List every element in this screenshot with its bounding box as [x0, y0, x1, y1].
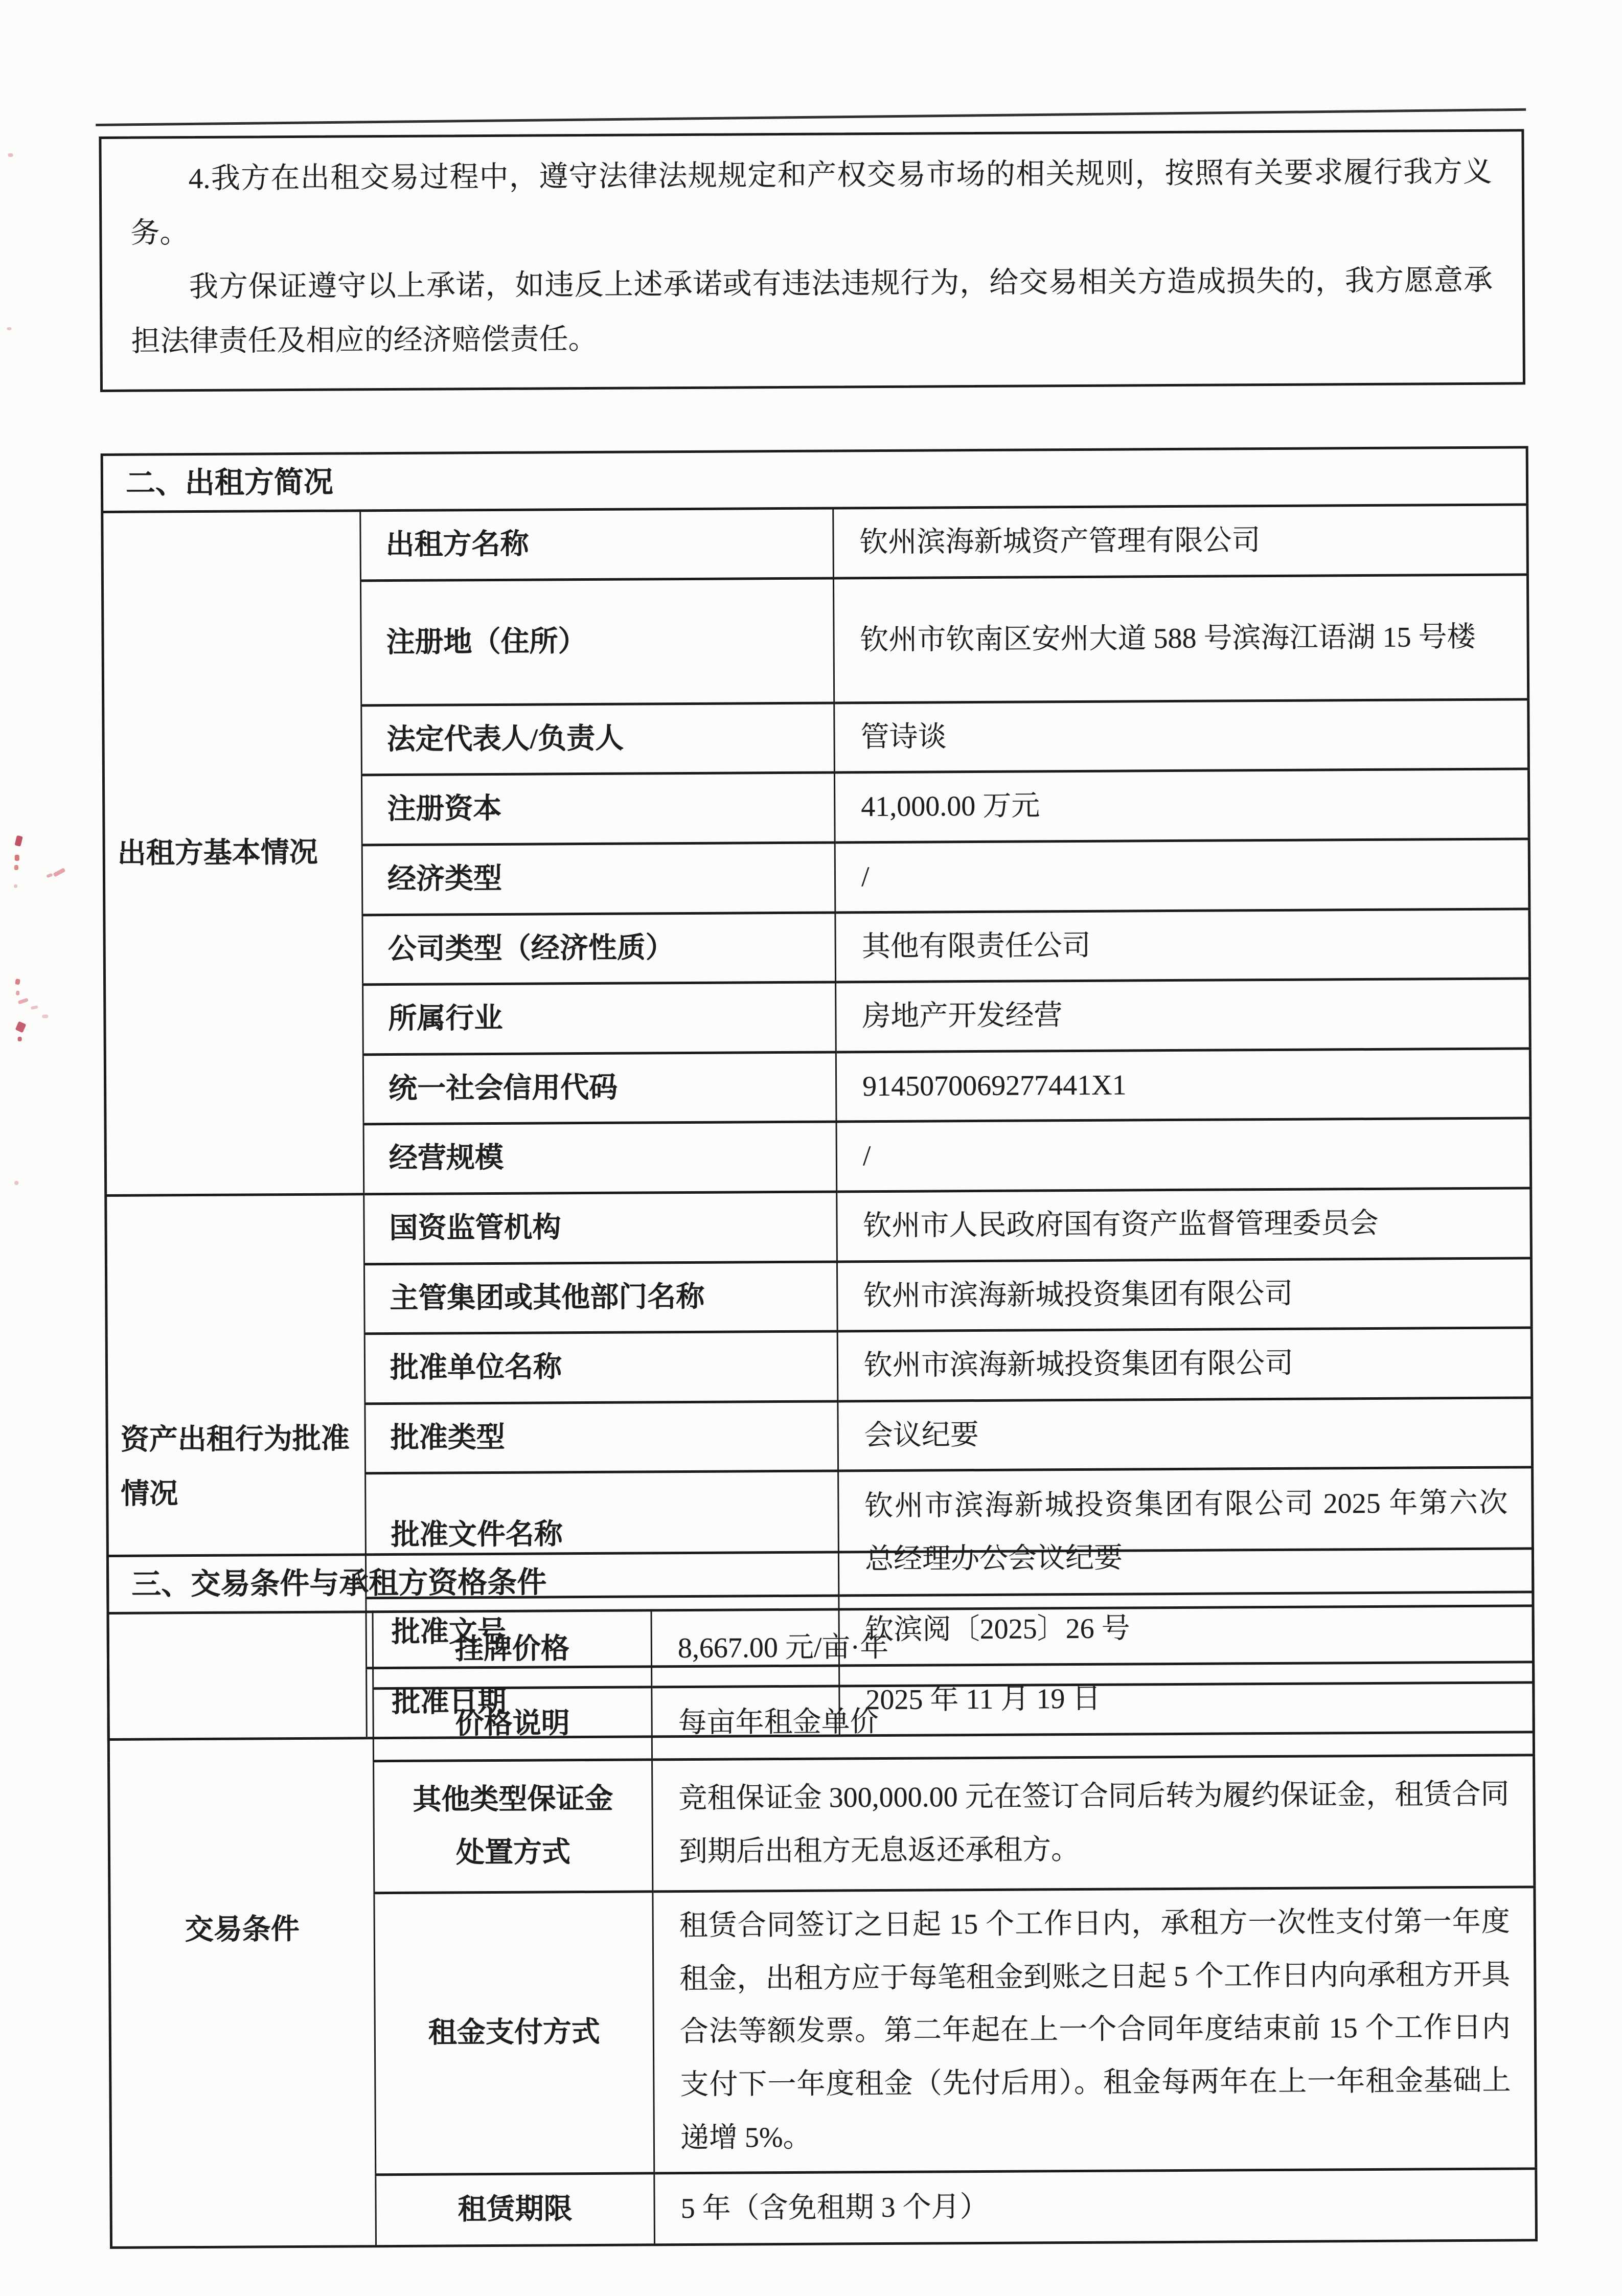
table-row — [108, 1606, 1534, 1690]
field-value: 9145070069277441X1 — [836, 1049, 1530, 1122]
scan-speck — [8, 153, 13, 157]
scan-speck — [15, 855, 19, 861]
scan-speck — [53, 868, 65, 877]
table-row — [106, 1188, 1532, 1265]
notice-box — [99, 129, 1525, 392]
field-value: 管诗谈 — [834, 699, 1529, 773]
field-label: 批准单位名称 — [364, 1331, 838, 1403]
group-label: 交易条件 — [108, 1612, 376, 2248]
field-label: 注册地（住所） — [360, 578, 834, 706]
section-header-row — [107, 1549, 1533, 1613]
group-label: 资产出租行为批准情况 — [106, 1194, 367, 1739]
scan-speck — [14, 835, 22, 847]
field-label: 挂牌价格 — [373, 1610, 652, 1689]
scan-speck — [18, 1037, 22, 1041]
field-value: 其他有限责任公司 — [835, 909, 1530, 983]
field-label: 批准文件名称 — [365, 1471, 839, 1598]
field-value: 会议纪要 — [838, 1398, 1533, 1471]
scan-speck — [31, 1005, 38, 1009]
field-label: 批准日期 — [367, 1666, 840, 1738]
field-value: 钦州滨海新城资产管理有限公司 — [833, 505, 1528, 578]
field-value: 竞租保证金 300,000.00 元在签订合同后转为履约保证金，租赁合同到期后出租方无息返还承租方。 — [652, 1755, 1535, 1892]
field-label: 其他类型保证金 处置方式 — [374, 1760, 653, 1893]
field-value: 钦州市滨海新城投资集团有限公司 — [837, 1258, 1532, 1331]
field-label: 经营规模 — [363, 1122, 837, 1194]
field-value: 8,667.00 元/亩·年 — [651, 1606, 1534, 1687]
field-value: 租赁合同签订之日起 15 个工作日内，承租方一次性支付第一年度租金，出租方应于每笔租金到账之日起 5 个工作日内向承租方开具合法等额发票。第二年起在上一个合同年度结束前 15 个工作日内支付下一年度租金（先付后用）。租金每两年在上一年租金基础上递增 5%。 — [653, 1887, 1536, 2173]
notice-paragraph: 4.我方在出租交易过程中，遵守法律法规规定和产权交易市场的相关规则，按照有关要求履行我方义务。 — [130, 155, 1492, 249]
field-label: 国资监管机构 — [364, 1192, 837, 1264]
scan-speck — [15, 1021, 27, 1033]
field-value: 房地产开发经营 — [836, 979, 1530, 1052]
scan-speck — [14, 884, 17, 888]
field-label: 主管集团或其他部门名称 — [364, 1262, 837, 1334]
lessor-profile-table — [101, 446, 1535, 1740]
field-label: 出租方名称 — [360, 508, 834, 580]
field-label: 租赁期限 — [376, 2173, 655, 2246]
field-value: 钦州市人民政府国有资产监督管理委员会 — [837, 1188, 1532, 1262]
notice-paragraph: 我方保证遵守以上承诺，如违反上述承诺或有违法违规行为，给交易相关方造成损失的，我方愿意承担法律责任及相应的经济赔偿责任。 — [131, 264, 1493, 358]
scan-speck — [46, 873, 53, 878]
field-label: 经济类型 — [362, 843, 835, 915]
table-row — [102, 505, 1528, 582]
scan-artifact-line — [96, 108, 1526, 126]
scan-speck — [14, 1181, 18, 1185]
field-value: 钦州市滨海新城投资集团有限公司 — [837, 1328, 1532, 1401]
field-label: 公司类型（经济性质） — [362, 913, 836, 985]
scan-speck — [42, 1015, 48, 1018]
field-label: 所属行业 — [363, 982, 836, 1054]
scan-speck — [18, 998, 29, 1005]
scan-speck — [14, 865, 18, 870]
field-label: 租金支付方式 — [374, 1892, 654, 2175]
field-value: 钦州市滨海新城投资集团有限公司 2025 年第六次总经理办公会议纪要 — [838, 1467, 1533, 1596]
field-label: 统一社会信用代码 — [363, 1052, 836, 1124]
field-label: 注册资本 — [361, 772, 835, 845]
field-value: 每亩年租金单价 — [652, 1683, 1534, 1760]
field-label: 价格说明 — [373, 1687, 652, 1761]
field-value: 钦滨阅〔2025〕26 号 — [839, 1592, 1534, 1666]
field-label: 批准类型 — [365, 1401, 838, 1473]
field-value: 41,000.00 万元 — [834, 769, 1529, 843]
field-label: 批准文号 — [366, 1596, 839, 1668]
field-value: 2025 年 11 月 19 日 — [839, 1662, 1534, 1736]
field-value: 钦州市钦南区安州大道 588 号滨海江语湖 15 号楼 — [833, 575, 1528, 703]
section-title: 二、出租方简况 — [102, 447, 1527, 512]
field-value: 5 年（含免租期 3 个月） — [654, 2169, 1537, 2245]
field-label: 法定代表人/负责人 — [361, 703, 835, 775]
transaction-conditions-table — [106, 1547, 1538, 2249]
group-label: 出租方基本情况 — [102, 511, 364, 1195]
field-value: / — [835, 839, 1529, 913]
scan-speck — [16, 991, 19, 995]
section-title: 三、交易条件与承租方资格条件 — [107, 1549, 1533, 1613]
scan-speck — [7, 327, 11, 330]
field-value: / — [836, 1118, 1531, 1192]
section-header-row — [102, 447, 1527, 512]
scan-speck — [15, 979, 20, 985]
